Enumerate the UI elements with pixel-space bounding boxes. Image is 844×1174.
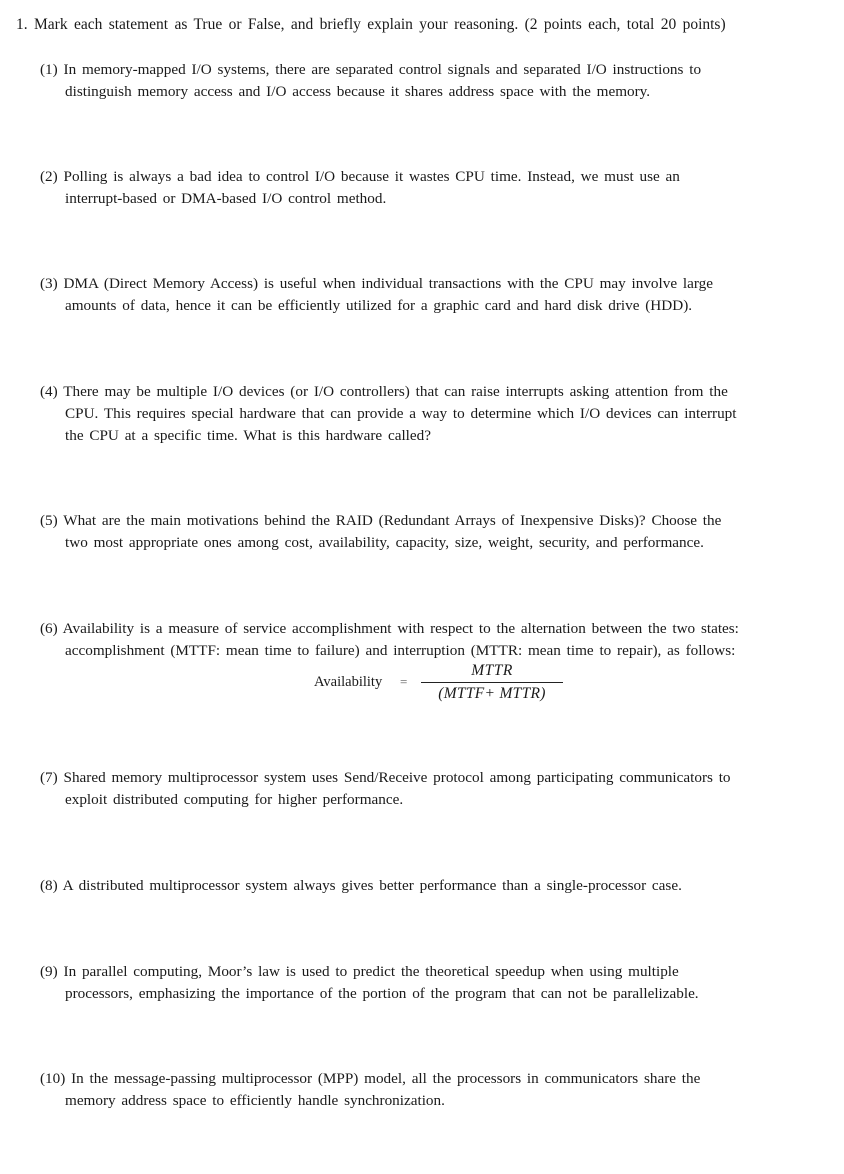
formula-equals-sign: = — [400, 674, 408, 689]
statement-10 — [40, 1068, 830, 1112]
statement-6-line-1: (6) Availability is a measure of service accomplishment with respect to the alternation between the two states: — [40, 620, 739, 637]
statement-5 — [40, 510, 830, 554]
question-heading: 1. Mark each statement as True or False, and briefly explain your reasoning. (2 points each, total 20 points) — [16, 16, 726, 33]
statement-9-line-1: (9) In parallel computing, Moor’s law is used to predict the theoretical speedup when using multiple — [40, 963, 679, 980]
statement-1-line-1: (1) In memory-mapped I/O systems, there are separated control signals and separated I/O instructions to — [40, 61, 702, 78]
statement-1-line-2: distinguish memory access and I/O access because it shares address space with the memory. — [65, 83, 651, 100]
statement-6 — [40, 618, 830, 662]
statement-4-line-2: CPU. This requires special hardware that can provide a way to determine which I/O devices can interrupt — [65, 405, 737, 422]
statement-5-line-2: two most appropriate ones among cost, availability, capacity, size, weight, security, and performance. — [65, 534, 704, 551]
statement-2-line-2: interrupt-based or DMA-based I/O control method. — [65, 190, 387, 207]
statement-5-line-1: (5) What are the main motivations behind the RAID (Redundant Arrays of Inexpensive Disks)? Choose the — [40, 512, 722, 529]
statement-4-line-1: (4) There may be multiple I/O devices (or I/O controllers) that can raise interrupts asking attention from the — [40, 383, 728, 400]
statement-3-line-1: (3) DMA (Direct Memory Access) is useful when individual transactions with the CPU may involve large — [40, 275, 713, 292]
statement-2 — [40, 166, 830, 210]
availability-formula — [314, 661, 574, 705]
fraction-bar — [421, 682, 563, 683]
statement-10-line-1: (10) In the message-passing multiprocessor (MPP) model, all the processors in communicators share the — [40, 1070, 701, 1087]
formula-denominator: (MTTF+ MTTR) — [438, 685, 546, 702]
statement-9 — [40, 961, 830, 1005]
statement-4 — [40, 381, 830, 447]
formula-numerator: MTTR — [471, 662, 513, 679]
statement-2-line-1: (2) Polling is always a bad idea to control I/O because it wastes CPU time. Instead, we must use an — [40, 168, 680, 185]
formula-label: Availability — [314, 674, 383, 690]
statement-1 — [40, 59, 830, 103]
formula-fraction — [421, 661, 563, 704]
statement-6-line-2: accomplishment (MTTF: mean time to failure) and interruption (MTTR: mean time to repair), as follows: — [65, 642, 736, 659]
statement-8 — [40, 875, 830, 897]
statement-8-line-1: (8) A distributed multiprocessor system always gives better performance than a single-processor case. — [40, 877, 682, 894]
statement-7-line-2: exploit distributed computing for higher performance. — [65, 791, 404, 808]
statement-4-line-3: the CPU at a specific time. What is this hardware called? — [65, 427, 431, 444]
statement-3-line-2: amounts of data, hence it can be efficiently utilized for a graphic card and hard disk drive (HDD). — [65, 297, 693, 314]
statement-7 — [40, 767, 830, 811]
statement-3 — [40, 273, 830, 317]
statement-7-line-1: (7) Shared memory multiprocessor system uses Send/Receive protocol among participating communicators to — [40, 769, 731, 786]
statement-10-line-2: memory address space to efficiently handle synchronization. — [65, 1092, 445, 1109]
statement-9-line-2: processors, emphasizing the importance of the portion of the program that can not be parallelizable. — [65, 985, 699, 1002]
